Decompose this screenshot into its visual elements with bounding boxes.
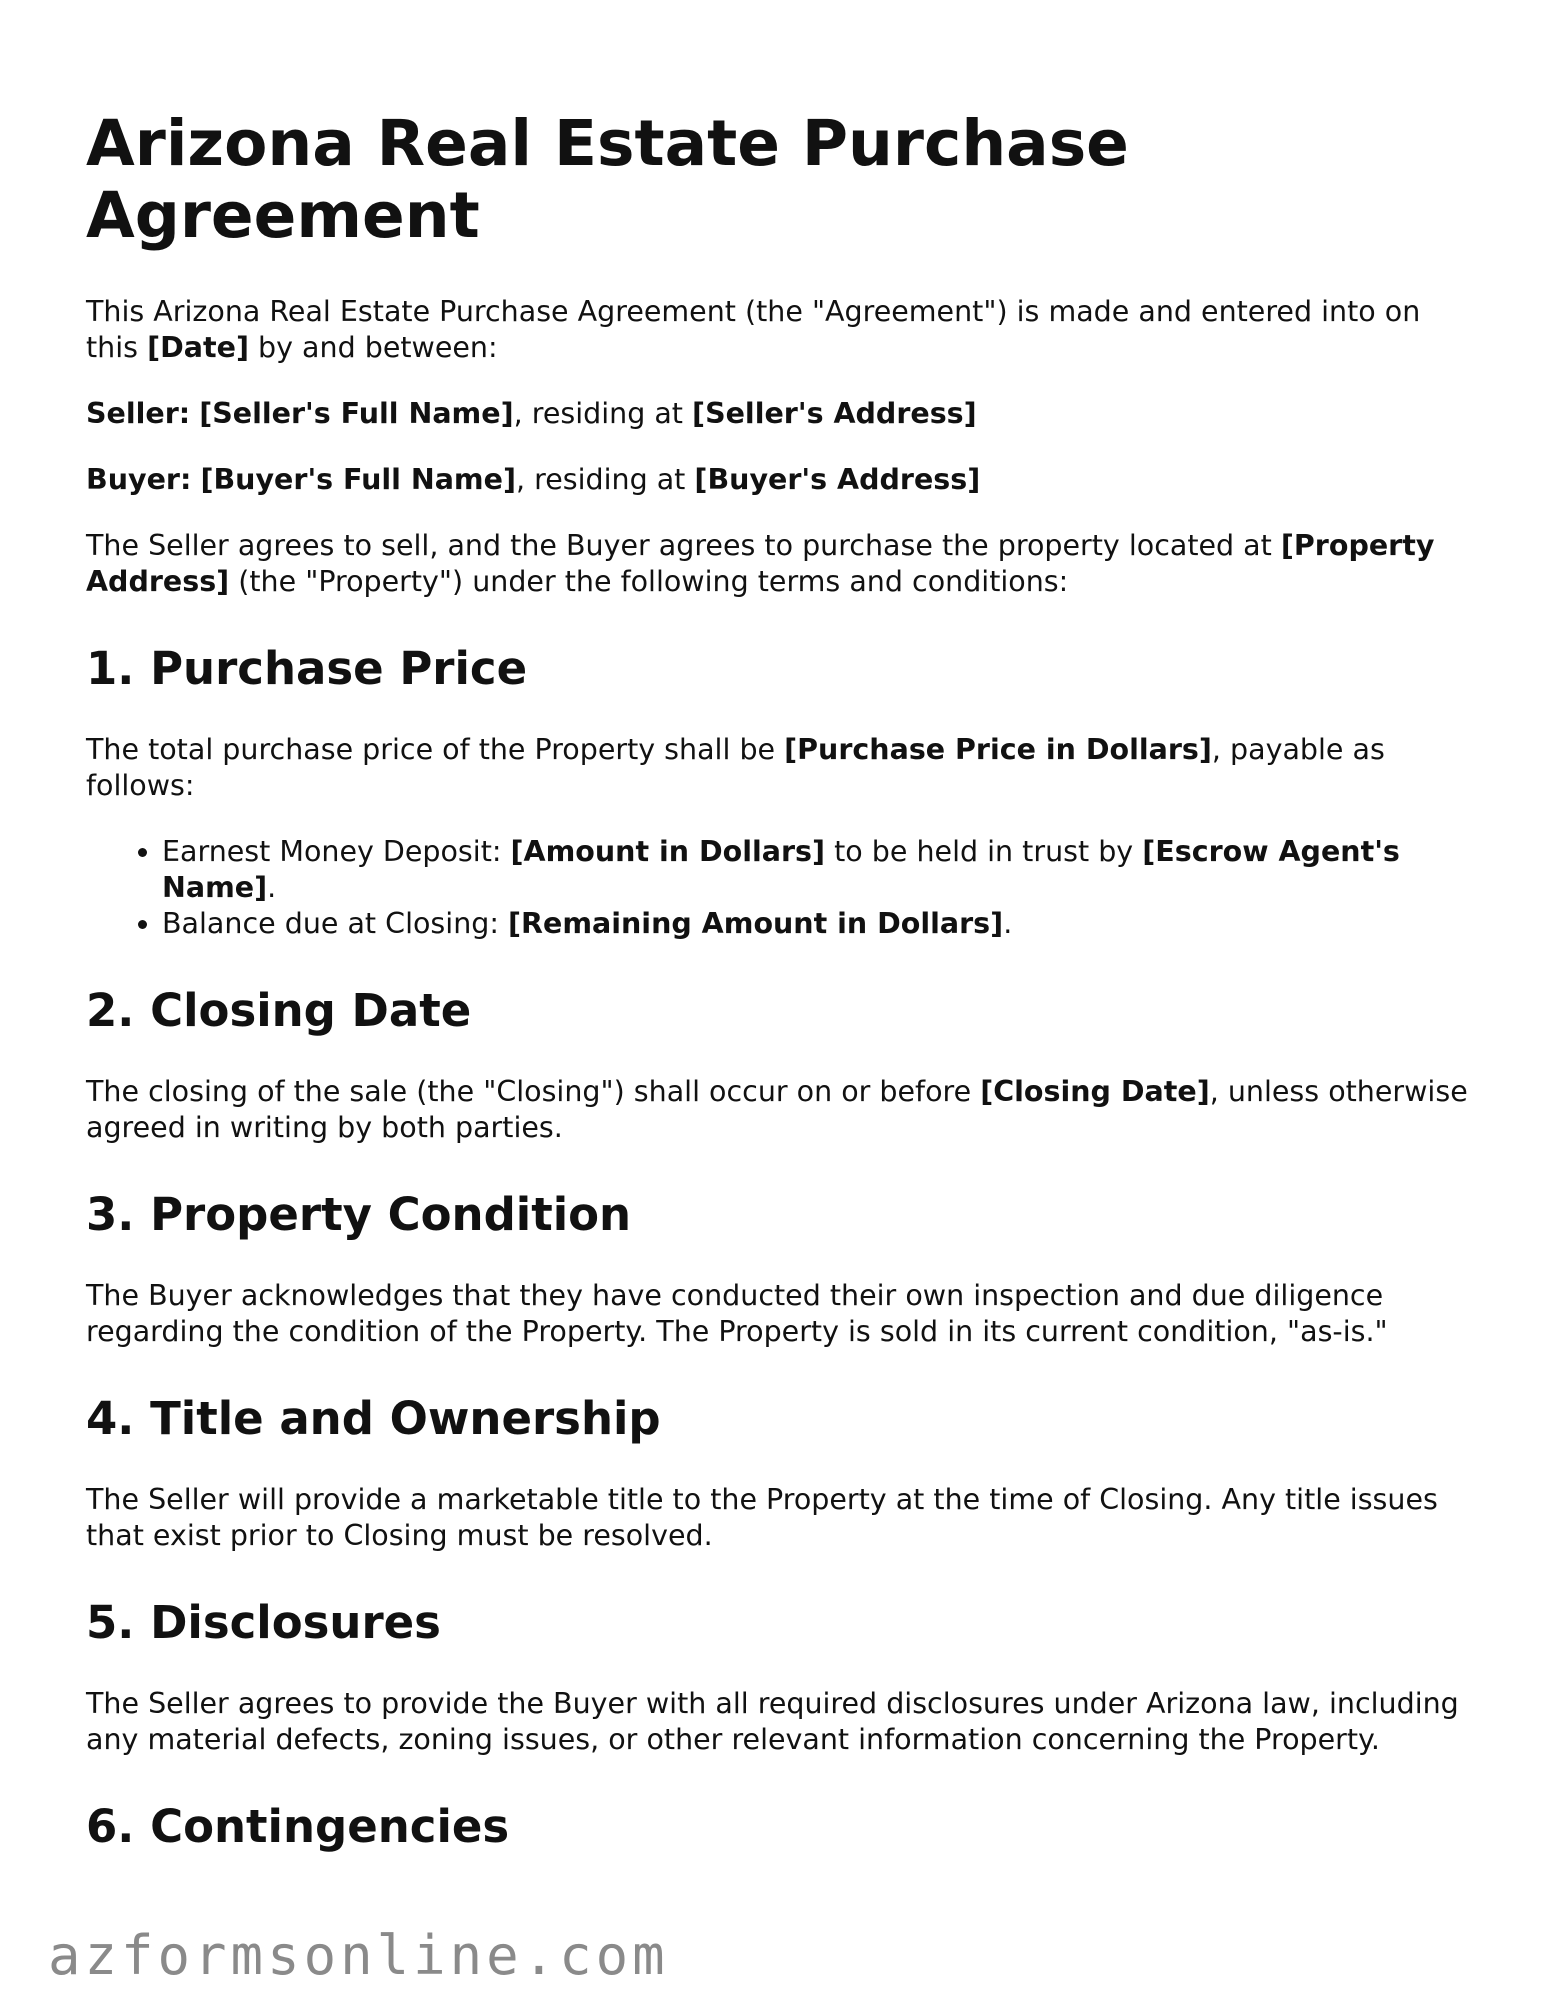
earnest-amount-placeholder: [Amount in Dollars] bbox=[510, 835, 826, 868]
section-2-text-2: , unless otherwise agreed in writing by both parties. bbox=[86, 1075, 1468, 1144]
earnest-text-1: Earnest Money Deposit: bbox=[162, 835, 511, 868]
list-item-earnest-money bbox=[162, 834, 1476, 906]
section-2-paragraph bbox=[86, 1074, 1476, 1146]
closing-date-placeholder: [Closing Date] bbox=[980, 1075, 1210, 1108]
buyer-name-placeholder: [Buyer's Full Name] bbox=[200, 463, 516, 496]
section-2-heading: 2. Closing Date bbox=[86, 984, 472, 1037]
seller-name-placeholder: [Seller's Full Name] bbox=[199, 397, 514, 430]
purchase-price-placeholder: [Purchase Price in Dollars] bbox=[784, 733, 1212, 766]
seller-address-placeholder: [Seller's Address] bbox=[692, 397, 977, 430]
intro-text-1: This Arizona Real Estate Purchase Agreement (the "Agreement") is made and entered into on this bbox=[86, 295, 1421, 364]
buyer-address-placeholder: [Buyer's Address] bbox=[694, 463, 981, 496]
buyer-label: Buyer: bbox=[86, 463, 192, 496]
remaining-amount-placeholder: [Remaining Amount in Dollars] bbox=[508, 907, 1004, 940]
date-placeholder: [Date] bbox=[147, 331, 249, 364]
balance-end: . bbox=[1003, 907, 1013, 940]
property-paragraph bbox=[86, 528, 1476, 600]
watermark: azformsonline.com bbox=[48, 1924, 669, 1987]
section-2-text-1: The closing of the sale (the "Closing") shall occur on or before bbox=[86, 1075, 981, 1108]
seller-residing-text: , residing at bbox=[513, 397, 693, 430]
section-5-heading: 5. Disclosures bbox=[86, 1596, 441, 1649]
earnest-text-2: to be held in trust by bbox=[825, 835, 1143, 868]
document-title: Arizona Real Estate Purchase Agreement bbox=[86, 107, 1129, 252]
seller-paragraph bbox=[86, 396, 1476, 432]
buyer-residing-text: , residing at bbox=[515, 463, 695, 496]
property-address-placeholder: [Property Address] bbox=[86, 529, 1435, 598]
property-text-1: The Seller agrees to sell, and the Buyer agrees to purchase the property located at bbox=[86, 529, 1281, 562]
payment-list bbox=[86, 834, 1476, 942]
section-1-text-2: , payable as follows: bbox=[86, 733, 1385, 802]
section-5-paragraph: The Seller agrees to provide the Buyer with all required disclosures under Arizona law, including any material defects, zoning issues, or other relevant information concerning the Property. bbox=[86, 1687, 1459, 1756]
list-item-balance bbox=[162, 906, 1476, 942]
section-6-heading: 6. Contingencies bbox=[86, 1800, 510, 1853]
section-3-heading: 3. Property Condition bbox=[86, 1188, 632, 1241]
section-4-paragraph: The Seller will provide a marketable title to the Property at the time of Closing. Any title issues that exist prior to Closing must be resolved. bbox=[86, 1483, 1438, 1552]
section-4-heading: 4. Title and Ownership bbox=[86, 1392, 661, 1445]
property-text-2: (the "Property") under the following terms and conditions: bbox=[229, 565, 1069, 598]
section-1-paragraph bbox=[86, 732, 1476, 804]
escrow-agent-placeholder: [Escrow Agent's Name] bbox=[162, 835, 1400, 904]
intro-paragraph bbox=[86, 294, 1476, 366]
intro-text-2: by and between: bbox=[248, 331, 498, 364]
document-page bbox=[86, 108, 1476, 1890]
section-1-text-1: The total purchase price of the Property shall be bbox=[86, 733, 785, 766]
seller-label: Seller: bbox=[86, 397, 191, 430]
balance-text-1: Balance due at Closing: bbox=[162, 907, 509, 940]
buyer-paragraph bbox=[86, 462, 1476, 498]
earnest-end: . bbox=[267, 871, 277, 904]
section-1-heading: 1. Purchase Price bbox=[86, 642, 528, 695]
section-3-paragraph: The Buyer acknowledges that they have conducted their own inspection and due diligence regarding the condition of the Property. The Property is sold in its current condition, "as-is." bbox=[86, 1279, 1388, 1348]
